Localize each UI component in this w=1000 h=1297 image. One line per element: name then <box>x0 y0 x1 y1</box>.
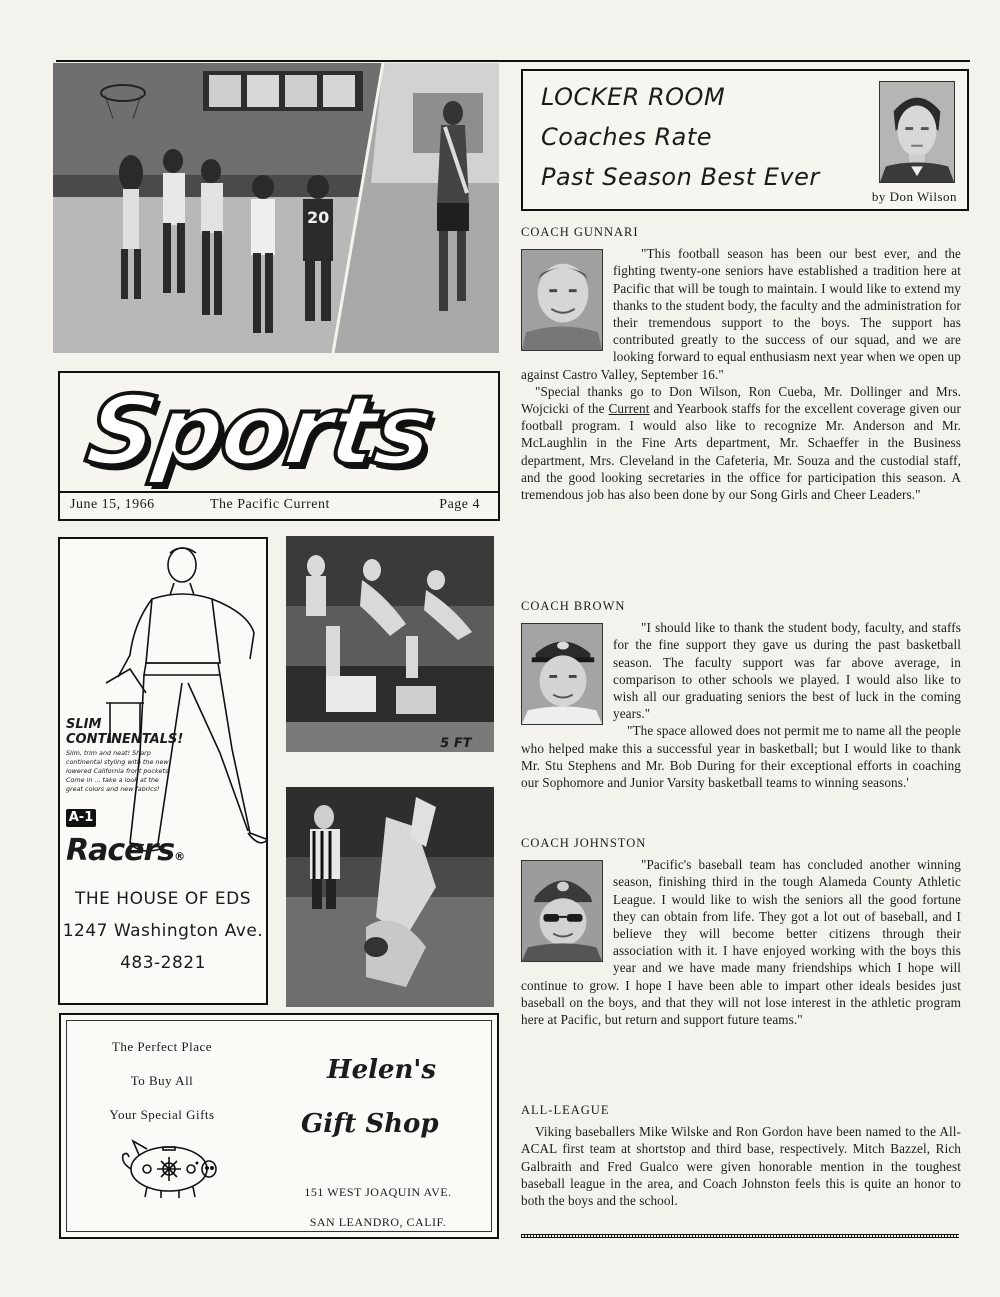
coach-gunnari-section <box>521 224 961 503</box>
coach-brown-quote-2: "The space allowed does not permit me to name all the people who helped make this a successful year in basketball; but I would like to thank Mr. Stu Stephens and Mr. Bob During for their exceptional efforts in coaching our Sophomore and Junior Varsity basketball teams to winning seasons.' <box>521 723 961 791</box>
man-illustration <box>100 543 268 873</box>
swim-photo <box>286 536 494 752</box>
sports-title: Sports <box>80 375 439 487</box>
coach-johnston-quote: "Pacific's baseball team has concluded another winning season, finishing third in the tough Alameda County Athletic League. I would like to wish the seniors all the good fortune they can obtain from life. They got a lot out of baseball, and I believe they will become better citizens through their association with it. I have enjoyed working with the boys this year and we have made many friendships which I hope will continue to grow. I hope I have been able to impart other ideals besides just baseball on the boys, and that they will not lose interest in the athletic program here at Pacific, but return and support future teams." <box>521 857 961 1028</box>
coach-gunnari-heading: COACH GUNNARI <box>521 225 639 239</box>
coach-brown-heading: COACH BROWN <box>521 599 626 613</box>
author-photo <box>879 81 955 183</box>
racers-body: Slim, trim and neat! Sharp continental styling with the new lowered California front pockets. Come in ... take a look at the great colors and new fabrics! <box>66 749 171 793</box>
byline: by Don Wilson <box>871 189 957 204</box>
piggy-bank-icon <box>117 1135 223 1199</box>
coach-johnston-photo <box>521 860 603 962</box>
gift-shop-name: Gift Shop <box>301 1109 439 1139</box>
headline-line-2: Coaches Rate <box>541 123 713 151</box>
helens-line-3: Your Special Gifts <box>109 1107 215 1122</box>
five-ft-marker: 5 FT <box>438 736 473 751</box>
page-number: Page 4 <box>439 497 480 512</box>
issue-date: June 15, 1966 <box>70 497 155 512</box>
helens-address-city: SAN LEANDRO, CALIF. <box>309 1215 447 1229</box>
coach-gunnari-quote-1: "This football season has been our best ever, and the fighting twenty-one seniors have established a tradition here at Pacific that will be tough to maintain. I would like to extend my thanks to the student body, the faculty and the administration for their tremendous support to the boys. The support has contributed greatly to the success of our squad, and we are looking forward to equal enthusiasm next year when we open up against Castro Valley, September 16." <box>521 246 961 382</box>
all-league-section <box>521 1102 961 1209</box>
coach-brown-photo <box>521 623 603 725</box>
coach-brown-quote-1: "I should like to thank the student body, faculty, and staffs for the fine support they gave us during the past basketball season. The faculty support was far above average, in comparison to other schools we played. I would also like to wish all our graduating seniors the best of luck in the coming years." <box>613 620 961 722</box>
store-phone: 483-2821 <box>120 953 206 973</box>
locker-room-title: LOCKER ROOM <box>541 83 726 111</box>
coach-gunnari-photo <box>521 249 603 351</box>
helens-address-street: 151 WEST JOAQUIN AVE. <box>304 1185 452 1199</box>
sports-masthead <box>58 371 500 521</box>
headline-line-3: Past Season Best Ever <box>541 163 820 191</box>
coach-brown-section <box>521 598 961 791</box>
wrestling-photo <box>286 787 494 1007</box>
bottom-rule <box>521 1234 959 1238</box>
all-league-heading: ALL-LEAGUE <box>521 1103 610 1117</box>
paper-name: The Pacific Current <box>210 497 330 512</box>
helens-name: Helen's <box>327 1055 437 1085</box>
helens-line-1: The Perfect Place <box>111 1039 213 1054</box>
masthead-rule <box>60 491 498 493</box>
jersey-number: 20 <box>307 208 330 227</box>
locker-room-header <box>521 69 969 211</box>
slim-headline: SLIM CONTINENTALS! <box>66 717 184 747</box>
racers-ad <box>58 537 268 1005</box>
coach-gunnari-quote-2: "Special thanks go to Don Wilson, Ron Cueba, Mr. Dollinger and Mrs. Wojcicki of the Current and Yearbook staffs for the excellent coverage given our football program. I would also like to recognize Mr. Anderson and Mr. McLaughlin in the Fine Arts department, Mr. Schaeffer in the Business department, Mrs. Cleveland in the Cafeteria, Mr. Souza and the custodial staff, and the good looking secretaries in the office for participation this season. A tremendous job has also been done by our Song Girls and Cheer Leaders." <box>521 383 961 503</box>
store-name: THE HOUSE OF EDS <box>74 889 252 909</box>
basketball-photo <box>53 63 499 353</box>
all-league-body: Viking baseballers Mike Wilske and Ron Gordon have been named to the All-ACAL first team at shortstop and third base, respectively. Mitch Bazzel, Rich Galbraith and Fred Gualco were given honorable mention in the toughest baseball league in the area, and Coach Johnston feels this is quite an honor to both the boys and the school. <box>521 1124 961 1209</box>
racers-brand: Racers® <box>66 833 185 868</box>
coach-johnston-heading: COACH JOHNSTON <box>521 836 647 850</box>
helens-gift-shop-ad <box>59 1013 499 1239</box>
a1-badge: A-1 <box>66 809 96 827</box>
coach-johnston-section <box>521 835 961 1028</box>
top-rule <box>56 60 970 62</box>
helens-line-2: To Buy All <box>130 1073 194 1088</box>
store-address: 1247 Washington Ave. <box>62 921 264 941</box>
